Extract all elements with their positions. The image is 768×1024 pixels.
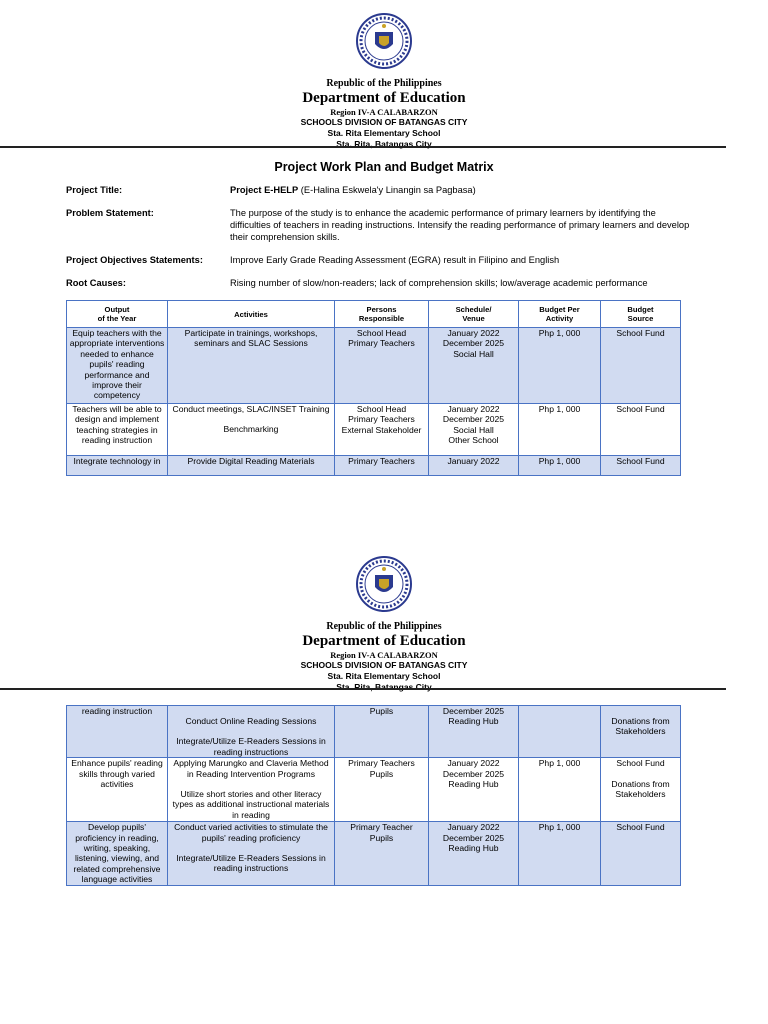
school-location: Sta. Rita, Batangas City [336, 139, 432, 149]
persons-cell: Primary Teachers Pupils [335, 758, 429, 822]
deped-seal-icon [355, 12, 413, 70]
table-row [67, 822, 681, 886]
source-cell: School Fund [601, 456, 681, 476]
header-budget: Budget Per Activity [519, 301, 601, 328]
budget-cell: Php 1, 000 [519, 456, 601, 476]
budget-cell [519, 706, 601, 758]
project-title-label: Project Title: [66, 185, 123, 195]
root-causes-label: Root Causes: [66, 278, 126, 288]
schedule-cell: January 2022 [429, 456, 519, 476]
output-cell: Develop pupils' proficiency in reading, writing, speaking, listening, viewing, and related comprehensive language activities [67, 822, 168, 886]
source-cell: School Fund [601, 328, 681, 404]
header-rule [0, 688, 726, 690]
division-label: SCHOOLS DIVISION OF BATANGAS CITY [300, 117, 468, 127]
schedule-cell: January 2022 December 2025 Social Hall Other School [429, 404, 519, 456]
budget-matrix-table [66, 300, 681, 476]
table-row [67, 758, 681, 822]
budget-matrix-table-continued [66, 705, 681, 886]
activities-cell: Conduct varied activities to stimulate the pupils' reading proficiency Integrate/Utilize E-Readers Sessions in reading instructions [168, 822, 335, 886]
school-name: Sta. Rita Elementary School [327, 128, 441, 138]
department-name: Department of Education [302, 90, 466, 106]
schedule-cell: December 2025 Reading Hub [429, 706, 519, 758]
persons-cell: School Head Primary Teachers External Stakeholder [335, 404, 429, 456]
header-persons: Persons Responsible [335, 301, 429, 328]
region-label: Region IV-A CALABARZON [330, 107, 438, 117]
table-header-row [67, 301, 681, 328]
budget-cell: Php 1, 000 [519, 328, 601, 404]
activities-cell: Conduct Online Reading Sessions Integrate/Utilize E-Readers Sessions in reading instructions [168, 706, 335, 758]
persons-cell: Pupils [335, 706, 429, 758]
source-cell: School Fund [601, 404, 681, 456]
schedule-cell: January 2022 December 2025 Reading Hub [429, 822, 519, 886]
schedule-cell: January 2022 December 2025 Social Hall [429, 328, 519, 404]
budget-cell: Php 1, 000 [519, 758, 601, 822]
activities-cell: Provide Digital Reading Materials [168, 456, 335, 476]
problem-statement-text: The purpose of the study is to enhance the academic performance of primary learners by identifying the difficulties of teachers in reading instructions. Intensify the reading performance of primary learners and develop their comprehension skills. [230, 208, 690, 242]
project-title-desc: (E-Halina Eskwela'y Linangin sa Pagbasa) [300, 185, 476, 195]
schedule-cell: January 2022 December 2025 Reading Hub [429, 758, 519, 822]
header-output: Output of the Year [67, 301, 168, 328]
output-cell: Enhance pupils' reading skills through varied activities [67, 758, 168, 822]
output-cell: reading instruction [67, 706, 168, 758]
source-cell: School Fund [601, 822, 681, 886]
budget-cell: Php 1, 000 [519, 822, 601, 886]
table-row [67, 404, 681, 456]
header-rule [0, 146, 726, 148]
letterhead [0, 12, 768, 150]
objectives-label: Project Objectives Statements: [66, 255, 203, 265]
root-causes-text: Rising number of slow/non-readers; lack of comprehension skills; low/average academic performance [230, 278, 648, 288]
problem-statement-label: Problem Statement: [66, 208, 154, 218]
region-label: Region IV-A CALABARZON [330, 650, 438, 660]
activities-cell: Participate in trainings, workshops, seminars and SLAC Sessions [168, 328, 335, 404]
deped-seal-icon [355, 555, 413, 613]
republic-label: Republic of the Philippines [326, 621, 442, 632]
division-label: SCHOOLS DIVISION OF BATANGAS CITY [300, 660, 468, 670]
project-title-name: Project E-HELP [230, 185, 299, 195]
table-row [67, 456, 681, 476]
output-cell: Teachers will be able to design and implement teaching strategies in reading instruction [67, 404, 168, 456]
document-title: Project Work Plan and Budget Matrix [274, 160, 494, 174]
republic-label: Republic of the Philippines [326, 78, 442, 89]
header-source: Budget Source [601, 301, 681, 328]
persons-cell: Primary Teachers [335, 456, 429, 476]
source-cell: Donations from Stakeholders [601, 706, 681, 758]
department-name: Department of Education [302, 633, 466, 649]
output-cell: Integrate technology in [67, 456, 168, 476]
objectives-text: Improve Early Grade Reading Assessment (EGRA) result in Filipino and English [230, 255, 560, 265]
source-cell: School Fund Donations from Stakeholders [601, 758, 681, 822]
page-2 [0, 540, 768, 1024]
budget-cell: Php 1, 000 [519, 404, 601, 456]
table-row [67, 706, 681, 758]
header-activities: Activities [168, 301, 335, 328]
header-schedule: Schedule/ Venue [429, 301, 519, 328]
activities-cell: Conduct meetings, SLAC/INSET Training Benchmarking [168, 404, 335, 456]
persons-cell: Primary Teacher Pupils [335, 822, 429, 886]
letterhead [0, 555, 768, 693]
output-cell: Equip teachers with the appropriate interventions needed to enhance pupils' reading performance and improve their competency [67, 328, 168, 404]
school-location: Sta. Rita, Batangas City [336, 682, 432, 692]
persons-cell: School Head Primary Teachers [335, 328, 429, 404]
activities-cell: Applying Marungko and Claveria Method in Reading Intervention Programs Utilize short stories and other literacy types as additional instructional materials in reading [168, 758, 335, 822]
table-row [67, 328, 681, 404]
school-name: Sta. Rita Elementary School [327, 671, 441, 681]
